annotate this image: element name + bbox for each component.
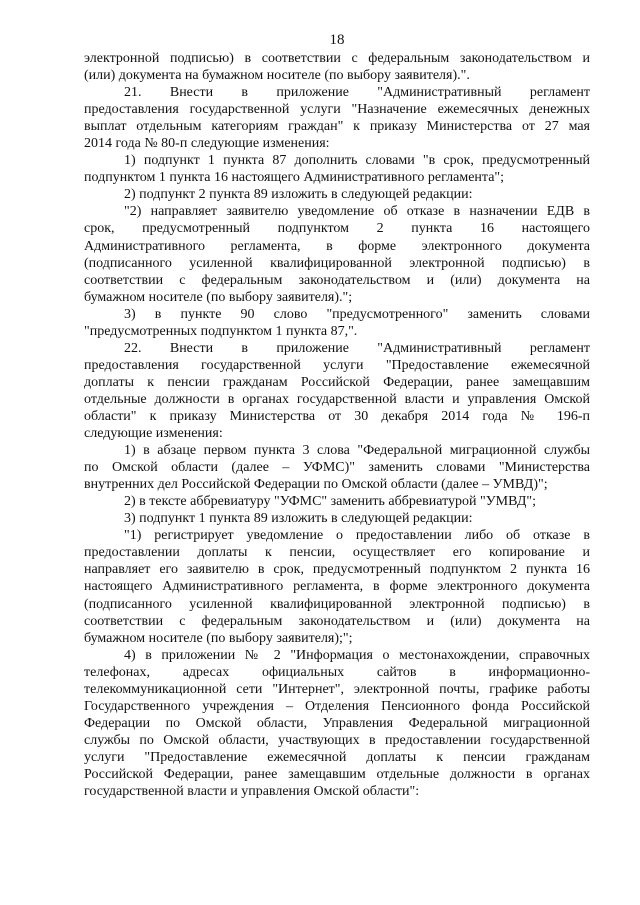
text-line: Федерации по Омской области, Управления Федеральной миграционной (84, 715, 590, 731)
text-line: доплаты к пенсии гражданам Российской Федерации, ранее замещавшим (84, 374, 590, 390)
text-line: 21. Внести в приложение "Административный регламент (124, 85, 590, 101)
text-line: Административного регламента, в форме электронного документа (84, 238, 590, 254)
text-line: 2) подпункт 2 пункта 89 изложить в следующей редакции: (124, 187, 473, 203)
text-line: Государственного учреждения – Отделения Пенсионного фонда Российской (84, 698, 590, 714)
text-line: (подписанного усиленной квалифицированной электронной подписью) в (84, 255, 590, 271)
text-line: 22. Внести в приложение "Административный регламент (124, 340, 590, 356)
text-line: внутренних дел Российской Федерации по Омской области (далее – УМВД)"; (84, 477, 548, 493)
text-line: предоставления государственной услуги "Предоставление ежемесячной (84, 357, 590, 373)
text-line: подпунктом 1 пункта 16 настоящего Административного регламента"; (84, 170, 505, 186)
document-body (84, 50, 590, 800)
text-line: отдельные должности в органах государственной власти и управления Омской (84, 391, 590, 407)
text-line: настоящего Административного регламента, в форме электронного документа (84, 579, 590, 595)
text-line: области" к приказу Министерства от 30 декабря 2014 года № 196-п (84, 408, 590, 424)
text-line: бумажном носителе (по выбору заявителя)."; (84, 289, 353, 305)
text-line: 3) в пункте 90 слово "предусмотренного" заменить словами (124, 306, 590, 322)
text-line: службы по Омской области, участвующих в предоставлении государственной (84, 732, 590, 748)
text-line: 3) подпункт 1 пункта 89 изложить в следующей редакции: (124, 511, 473, 527)
text-line: "предусмотренных подпунктом 1 пункта 87,". (84, 323, 358, 339)
text-line: предоставления государственной услуги "Назначение ежемесячных денежных (84, 102, 590, 118)
text-line: 2014 года № 80-п следующие изменения: (84, 136, 330, 152)
text-line: предоставлении доплаты к пенсии, осуществляет его копирование и (84, 545, 590, 561)
text-line: (подписанного усиленной квалифицированной электронной подписью) в (84, 596, 590, 612)
page-number: 18 (329, 32, 345, 48)
text-line: срок, предусмотренный подпунктом 2 пункта 16 настоящего (84, 221, 590, 237)
text-line: (или) документа на бумажном носителе (по выбору заявителя).". (84, 68, 470, 84)
text-line: телефонах, адресах официальных сайтов в информационно- (84, 664, 590, 680)
text-line: соответствии с федеральным законодательством и (или) документа на (84, 613, 590, 629)
text-line: 1) подпункт 1 пункта 87 дополнить словами "в срок, предусмотренный (124, 153, 590, 169)
text-line: 1) в абзаце первом пункта 3 слова "Федеральной миграционной службы (124, 443, 590, 459)
text-line: электронной подписью) в соответствии с федеральным законодательством и (84, 51, 590, 66)
text-line: следующие изменения: (84, 426, 223, 442)
text-line: услуги "Предоставление ежемесячной доплаты к пенсии гражданам (84, 749, 590, 765)
text-line: 4) в приложении № 2 "Информация о местонахождении, справочных (124, 647, 590, 663)
text-line: выплат отдельным категориям граждан" к приказу Министерства от 27 мая (84, 119, 590, 135)
text-line: телекоммуникационной сети "Интернет", электронной почты, графике работы (84, 681, 590, 697)
text-line: по Омской области (далее – УФМС)" заменить словами "Министерства (84, 460, 590, 476)
text-line: "1) регистрирует уведомление о предоставлении либо об отказе в (124, 528, 590, 544)
document-page (84, 0, 590, 905)
text-line: бумажном носителе (по выбору заявителя);"; (84, 630, 353, 646)
text-line: направляет его заявителю в срок, предусмотренный подпунктом 2 пункта 16 (84, 562, 590, 578)
text-line: государственной власти и управления Омской области": (84, 784, 420, 800)
text-line: соответствии с федеральным законодательством и (или) документа на (84, 272, 590, 288)
text-line: "2) направляет заявителю уведомление об отказе в назначении ЕДВ в (124, 204, 590, 220)
text-line: Российской Федерации, ранее замещавшим отдельные должности в органах (84, 766, 590, 782)
text-line: 2) в тексте аббревиатуру "УФМС" заменить аббревиатурой "УМВД"; (124, 494, 537, 510)
